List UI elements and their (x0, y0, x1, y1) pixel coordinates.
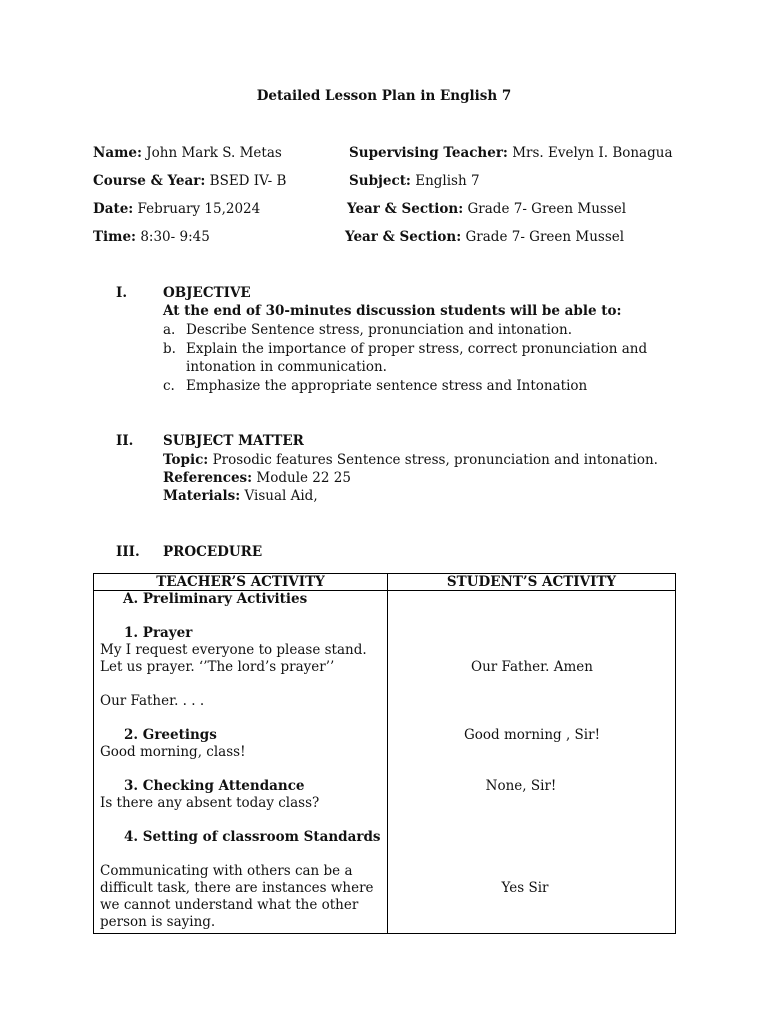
greetings-line: Good morning, class! (100, 744, 246, 760)
student-activity-header: STUDENT’S ACTIVITY (388, 574, 676, 591)
objective-text-continued: intonation in communication. (186, 359, 387, 375)
year-section-label-2: Year & Section: (345, 229, 462, 245)
supervising-label: Supervising Teacher: (349, 145, 508, 161)
standards-line: we cannot understand what the other (100, 897, 359, 913)
standards-heading: 4. Setting of classroom Standards (124, 829, 381, 845)
year-section-label: Year & Section: (347, 201, 464, 217)
procedure-heading: PROCEDURE (163, 544, 263, 560)
date-label: Date: (93, 201, 134, 217)
objective-text: Describe Sentence stress, pronunciation and intonation. (186, 322, 573, 338)
name-value: John Mark S. Metas (141, 145, 282, 161)
objective-lead: At the end of 30-minutes discussion students will be able to: (163, 303, 622, 319)
objective-heading: OBJECTIVE (163, 285, 251, 301)
objective-list (163, 321, 647, 395)
prayer-heading: 1. Prayer (124, 625, 193, 641)
standards-line: person is saying. (100, 914, 216, 930)
topic-value: Prosodic features Sentence stress, pronunciation and intonation. (208, 452, 658, 468)
course-label: Course & Year: (93, 173, 206, 189)
greetings-heading: 2. Greetings (124, 727, 217, 743)
objective-numeral: I. (116, 285, 128, 301)
year-section-line (347, 200, 626, 218)
student-response: None, Sir! (485, 778, 557, 794)
year-section-line-2 (345, 228, 624, 246)
references-line (163, 469, 351, 487)
table-row (94, 591, 676, 934)
subject-label: Subject: (349, 173, 411, 189)
topic-label: Topic: (163, 452, 209, 468)
objective-item (163, 321, 647, 340)
objective-text: Emphasize the appropriate sentence stress and Intonation (186, 377, 588, 394)
time-label: Time: (93, 229, 137, 245)
time-value: 8:30- 9:45 (136, 229, 210, 245)
date-value: February 15,2024 (133, 201, 261, 217)
prayer-line: Our Father. . . . (100, 693, 205, 709)
supervising-value: Mrs. Evelyn I. Bonagua (507, 145, 673, 161)
subject-matter-numeral: II. (116, 433, 134, 449)
objective-marker: c. (163, 377, 175, 394)
preliminary-activities-heading: A. Preliminary Activities (123, 591, 308, 607)
table-header-row (94, 574, 676, 591)
year-section-value: Grade 7- Green Mussel (463, 201, 627, 217)
teacher-activity-header: TEACHER’S ACTIVITY (94, 574, 388, 591)
course-value: BSED IV- B (205, 173, 287, 189)
materials-label: Materials: (163, 488, 241, 504)
standards-line: Communicating with others can be a (100, 863, 353, 879)
objective-text: Explain the importance of proper stress, correct pronunciation and (186, 340, 648, 357)
topic-line (163, 451, 658, 469)
student-response: Our Father. Amen (471, 659, 593, 675)
objective-item (163, 340, 647, 377)
attendance-heading: 3. Checking Attendance (124, 778, 305, 794)
prayer-line: My I request everyone to please stand. (100, 642, 367, 658)
references-label: References: (163, 470, 253, 486)
procedure-table (93, 573, 676, 934)
references-value: Module 22 25 (252, 470, 351, 486)
prayer-line: Let us prayer. ‘’The lord’s prayer’’ (100, 659, 335, 675)
materials-line (163, 487, 318, 505)
subject-matter-heading: SUBJECT MATTER (163, 433, 304, 449)
course-line (93, 172, 286, 190)
objective-marker: a. (163, 322, 176, 338)
student-response: Yes Sir (501, 880, 549, 896)
objective-item (163, 377, 647, 396)
year-section-value-2: Grade 7- Green Mussel (461, 229, 625, 245)
supervising-line (349, 144, 673, 162)
subject-line (349, 172, 480, 190)
teacher-activity-cell (94, 591, 388, 934)
name-line (93, 144, 282, 162)
time-line (93, 228, 210, 246)
document-title: Detailed Lesson Plan in English 7 (256, 88, 512, 104)
date-line (93, 200, 260, 218)
objective-marker: b. (163, 340, 176, 357)
student-response: Good morning , Sir! (463, 727, 601, 743)
procedure-numeral: III. (116, 544, 140, 560)
student-activity-cell (388, 591, 676, 934)
name-label: Name: (93, 145, 142, 161)
subject-value: English 7 (410, 173, 480, 189)
standards-line: difficult task, there are instances where (100, 880, 374, 896)
materials-value: Visual Aid, (240, 488, 318, 504)
attendance-line: Is there any absent today class? (100, 795, 320, 811)
